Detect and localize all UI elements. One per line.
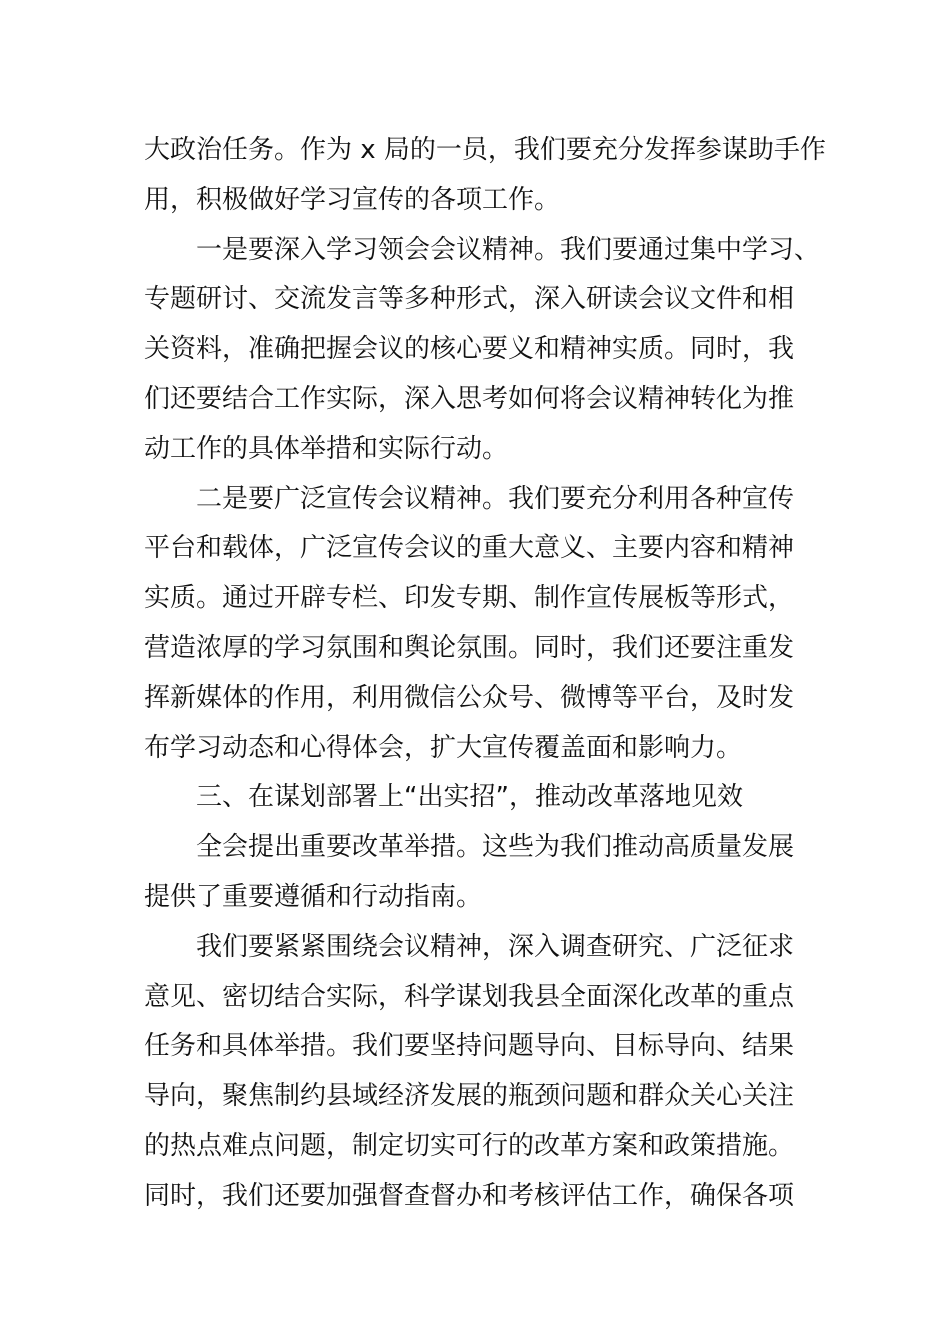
text-line: 的热点难点问题，制定切实可行的改革方案和政策措施。 [144, 1130, 795, 1161]
text-line: 意见、密切结合实际，科学谋划我县全面深化改革的重点 [144, 981, 795, 1012]
paragraph-start-line: 我们要紧紧围绕会议精神，深入调查研究、广泛征求 [196, 931, 795, 962]
text-line: 任务和具体举措。我们要坚持问题导向、目标导向、结果 [144, 1031, 795, 1062]
paragraph-start-line: 二是要广泛宣传会议精神。我们要充分利用各种宣传 [196, 483, 795, 514]
text-line: 关资料，准确把握会议的核心要义和精神实质。同时，我 [144, 334, 795, 365]
text-line: 提供了重要遵循和行动指南。 [144, 881, 483, 912]
text-line: 动工作的具体举措和实际行动。 [144, 433, 509, 464]
paragraph-start-line: 一是要深入学习领会会议精神。我们要通过集中学习、 [196, 234, 821, 265]
text-line: 营造浓厚的学习氛围和舆论氛围。同时，我们还要注重发 [144, 632, 795, 663]
text-line: 布学习动态和心得体会，扩大宣传覆盖面和影响力。 [144, 732, 743, 763]
paragraph-start-line: 全会提出重要改革举措。这些为我们推动高质量发展 [196, 832, 795, 863]
text-line: 平台和载体，广泛宣传会议的重大意义、主要内容和精神 [144, 533, 795, 564]
body-text [144, 126, 824, 1222]
text-line: 实质。通过开辟专栏、印发专期、制作宣传展板等形式， [144, 583, 795, 614]
text-line: 导向，聚焦制约县域经济发展的瓶颈问题和群众关心关注 [144, 1081, 795, 1112]
section-heading: 三、在谋划部署上“出实招”，推动改革落地见效 [196, 782, 743, 813]
text-line: 们还要结合工作实际，深入思考如何将会议精神转化为推 [144, 383, 795, 414]
text-line: 用，积极做好学习宣传的各项工作。 [144, 184, 561, 215]
text-line: 大政治任务。作为 x 局的一员，我们要充分发挥参谋助手作 [144, 135, 826, 165]
text-line: 挥新媒体的作用，利用微信公众号、微博等平台，及时发 [144, 682, 795, 713]
text-line: 同时，我们还要加强督查督办和考核评估工作，确保各项 [144, 1180, 795, 1211]
text-line: 专题研讨、交流发言等多种形式，深入研读会议文件和相 [144, 284, 795, 315]
